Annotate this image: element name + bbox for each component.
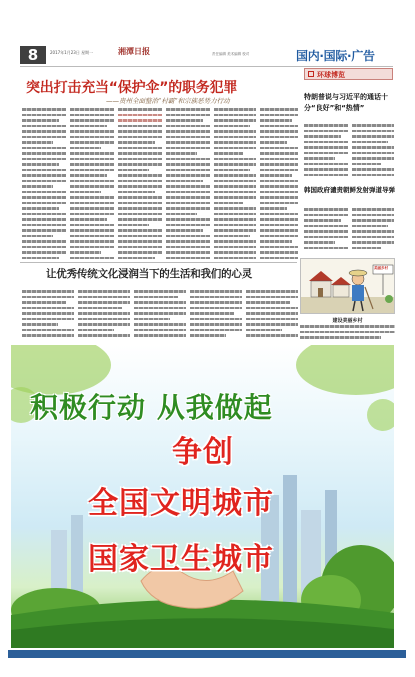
main-story-column-2 [70, 108, 114, 260]
main-story-column-5 [214, 108, 256, 260]
cartoon-sign-text: 美丽乡村 [374, 266, 388, 270]
culture-story-column-5 [246, 290, 298, 342]
main-story-column-3 [118, 108, 162, 260]
side-story-2-column-1 [304, 208, 348, 256]
side-story-2-headline: 韩国政府谴责朝鲜发射弹道导弹 [304, 186, 395, 194]
main-story-column-4 [166, 108, 210, 260]
world-news-label: 环球博览 [317, 71, 345, 79]
culture-story-column-2 [78, 290, 130, 342]
cartoon-text [300, 325, 395, 343]
main-story-column-6 [260, 108, 298, 260]
side-story-2-column-2 [352, 208, 394, 256]
ad-line-strive: 争创 [172, 435, 234, 470]
ad-line-sanitary-city: 国家卫生城市 [88, 542, 274, 577]
cartoon-caption: 建设美丽乡村 [332, 318, 363, 324]
main-subheadline: ——贵州全面整治“村霸”和宗族恶势力行动 [106, 97, 230, 105]
culture-story-column-4 [190, 290, 242, 342]
ad-line-civilized-city: 全国文明城市 [88, 486, 274, 521]
culture-story-column-1 [22, 290, 74, 342]
side-story-headline: 特朗普说与习近平的通话十分“良好”和“热情” [304, 93, 388, 112]
side-story-column-2 [352, 124, 394, 180]
cartoon-illustration [300, 258, 395, 314]
page-footer-bar [8, 650, 406, 658]
world-news-section-header [304, 68, 393, 80]
main-headline: 突出打击充当“保护伞”的职务犯罪 [26, 80, 238, 96]
culture-story-headline: 让优秀传统文化浸润当下的生活和我们的心灵 [46, 268, 252, 280]
header-divider [20, 66, 393, 67]
editor-credits: 责任编辑 美术编辑 校对 [212, 52, 250, 56]
issue-date: 2017年1月23日 星期一 [50, 50, 94, 55]
main-story-column-1 [22, 108, 66, 260]
story-divider [20, 262, 297, 263]
section-title: 国内·国际·广告 [296, 49, 375, 63]
square-bullet-icon [308, 71, 314, 77]
page-number: 8 [20, 46, 46, 64]
side-story-column-1 [304, 124, 348, 180]
ad-slogan: 积极行动 从我做起 [30, 391, 273, 424]
newspaper-logo: 湘潭日报 [118, 46, 150, 56]
culture-story-column-3 [134, 290, 186, 342]
